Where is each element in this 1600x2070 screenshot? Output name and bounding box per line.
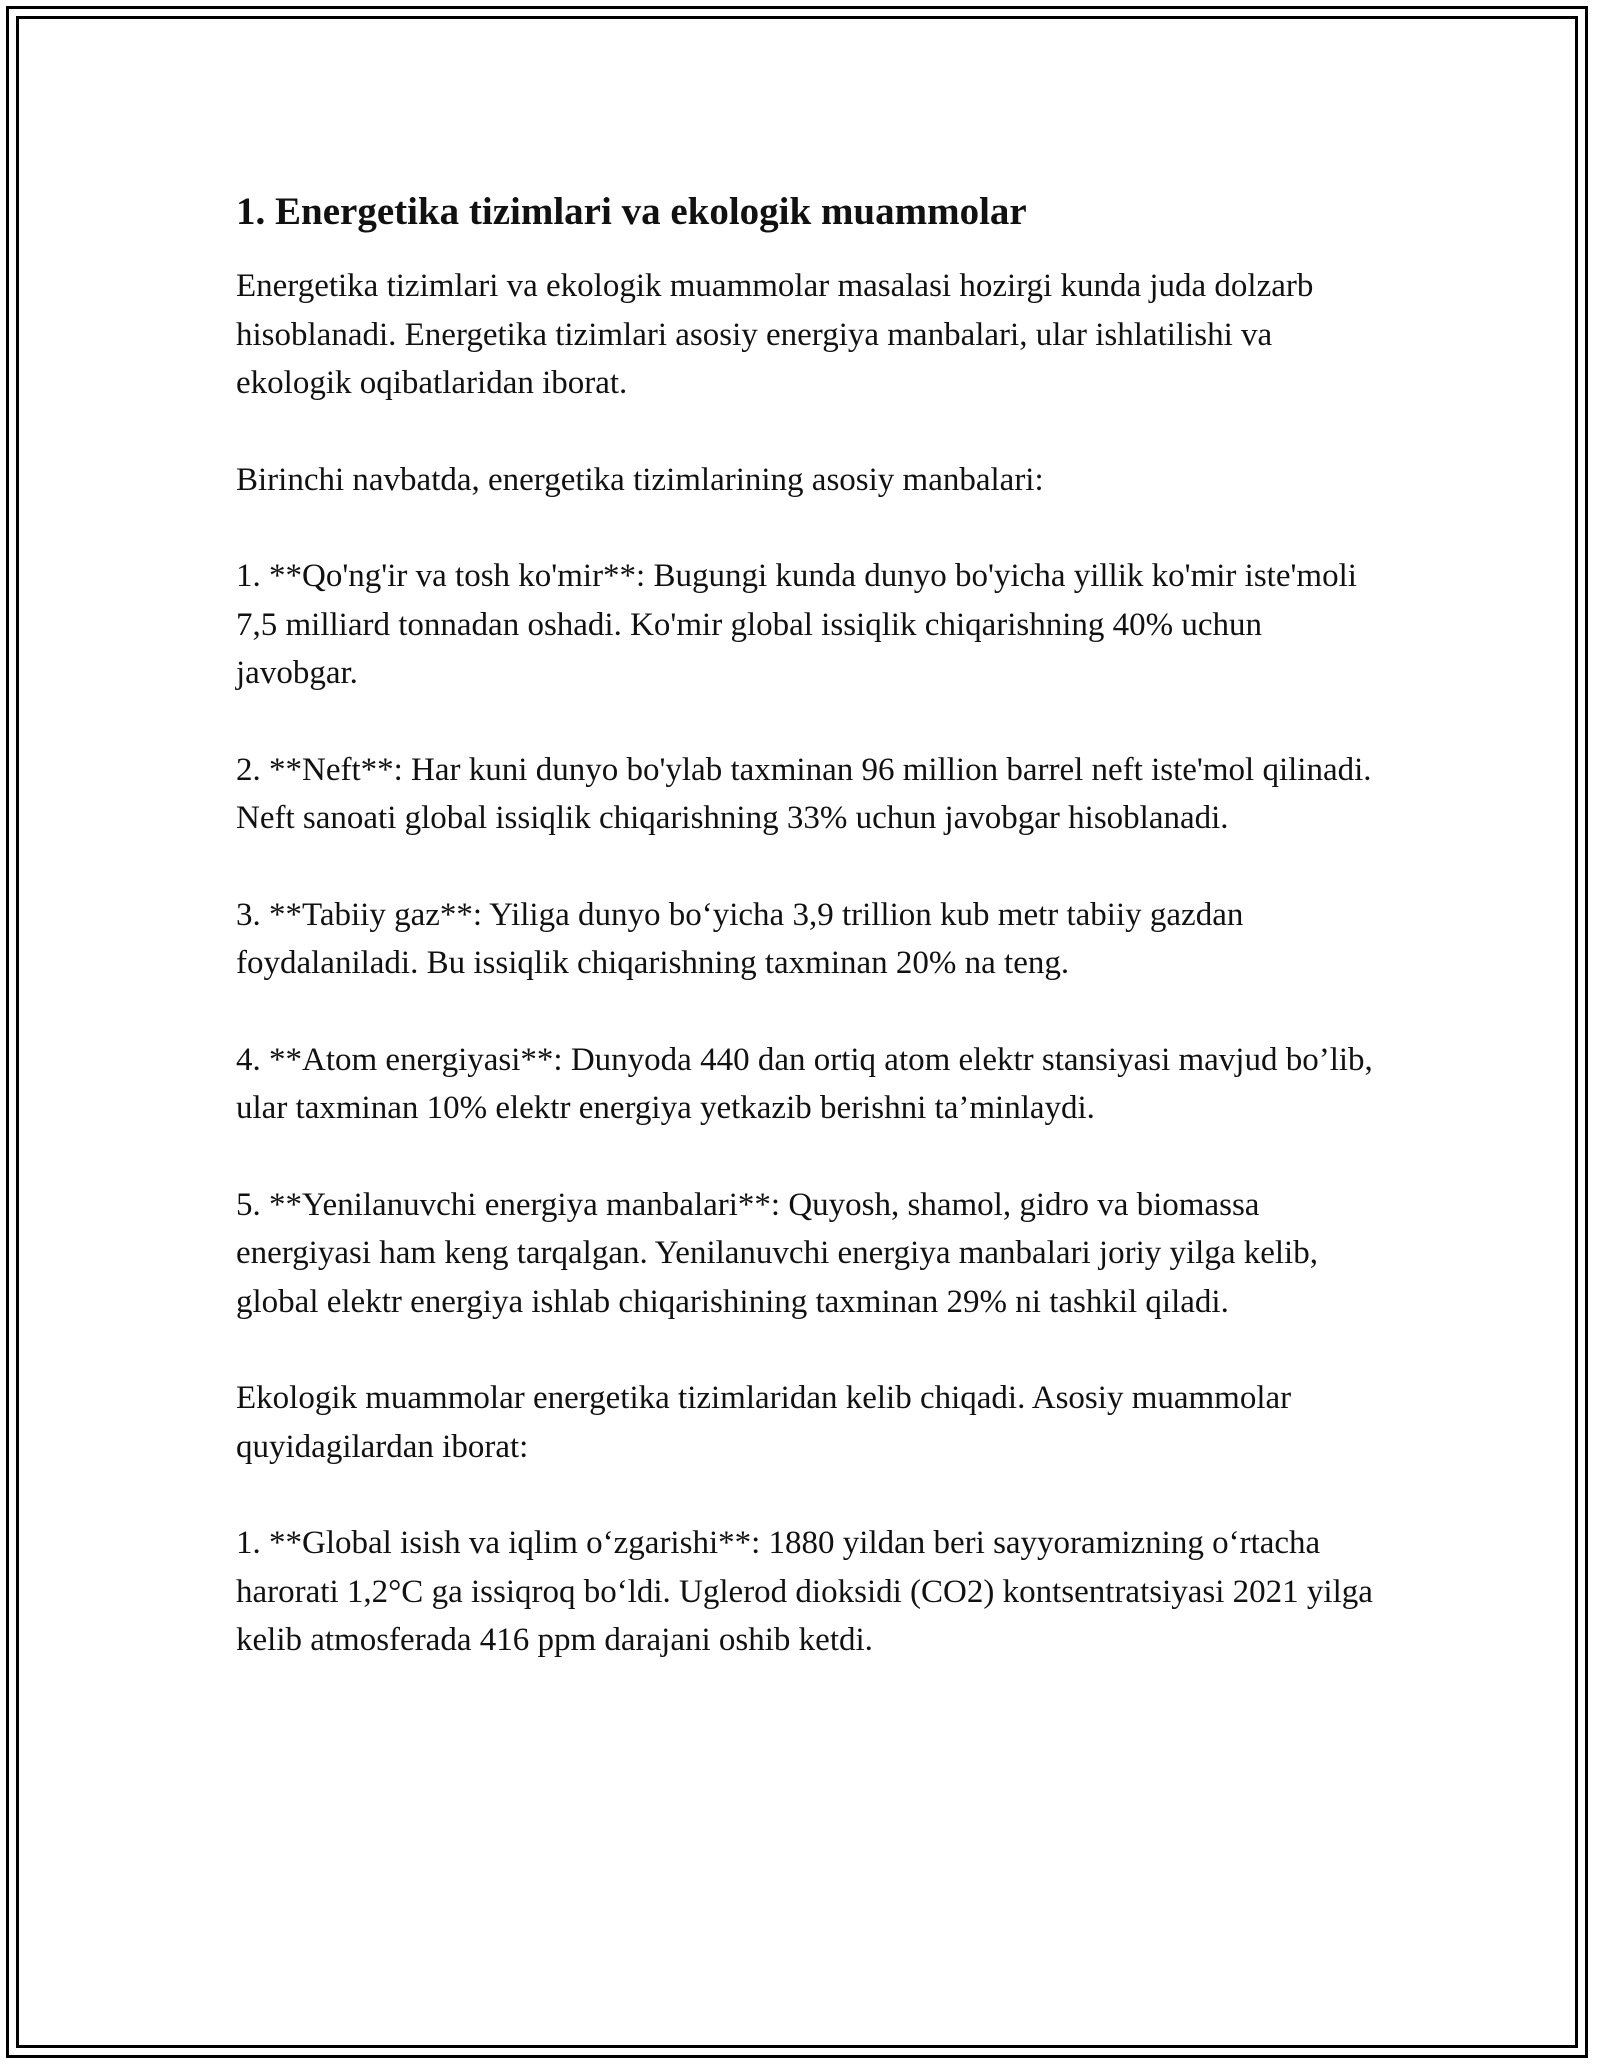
list-item-global-warming: 1. **Global isish va iqlim o‘zgarishi**: 1880 yildan beri sayyoramizning o‘rtacha harorati 1,2°C ga issiqroq bo‘ldi. Uglerod dioksidi (CO2) kontsentratsiyasi 2021 yilga kelib atmosferada 416 ppm darajani oshib ketdi. — [236, 1525, 1373, 1658]
sources-intro-paragraph: Birinchi navbatda, energetika tizimlarining asosiy manbalari: — [236, 461, 1044, 498]
list-item-coal: 1. **Qo'ng'ir va tosh ko'mir**: Bugungi kunda dunyo bo'yicha yillik ko'mir iste'moli 7,5 milliard tonnadan oshadi. Ko'mir global issiqlik chiqarishning 40% uchun javobgar. — [236, 558, 1357, 691]
problems-intro-paragraph: Ekologik muammolar energetika tizimlaridan kelib chiqadi. Asosiy muammolar quyidagilardan iborat: — [236, 1380, 1292, 1465]
document-heading: 1. Energetika tizimlari va ekologik muammolar — [236, 190, 1027, 233]
document-body — [236, 186, 1386, 1713]
intro-paragraph: Energetika tizimlari va ekologik muammolar masalasi hozirgi kunda juda dolzarb hisoblanadi. Energetika tizimlari asosiy energiya manbalari, ular ishlatilishi va ekologik oqibatlaridan iborat. — [236, 268, 1314, 401]
list-item-nuclear: 4. **Atom energiyasi**: Dunyoda 440 dan ortiq atom elektr stansiyasi mavjud bo’lib, ular taxminan 10% elektr energiya yetkazib berishni ta’minlaydi. — [236, 1041, 1373, 1126]
list-item-renewables: 5. **Yenilanuvchi energiya manbalari**: Quyosh, shamol, gidro va biomassa energiyasi ham keng tarqalgan. Yenilanuvchi energiya manbalari joriy yilga kelib, global elektr energiya ishlab chiqarishining taxminan 29% ni tashkil qiladi. — [236, 1186, 1318, 1320]
list-item-natural-gas: 3. **Tabiiy gaz**: Yiliga dunyo bo‘yicha 3,9 trillion kub metr tabiiy gazdan foydalaniladi. Bu issiqlik chiqarishning taxminan 20% na teng. — [236, 896, 1244, 981]
list-item-oil: 2. **Neft**: Har kuni dunyo bo'ylab taxminan 96 million barrel neft iste'mol qilinadi. Neft sanoati global issiqlik chiqarishning 33% uchun javobgar hisoblanadi. — [236, 751, 1372, 836]
